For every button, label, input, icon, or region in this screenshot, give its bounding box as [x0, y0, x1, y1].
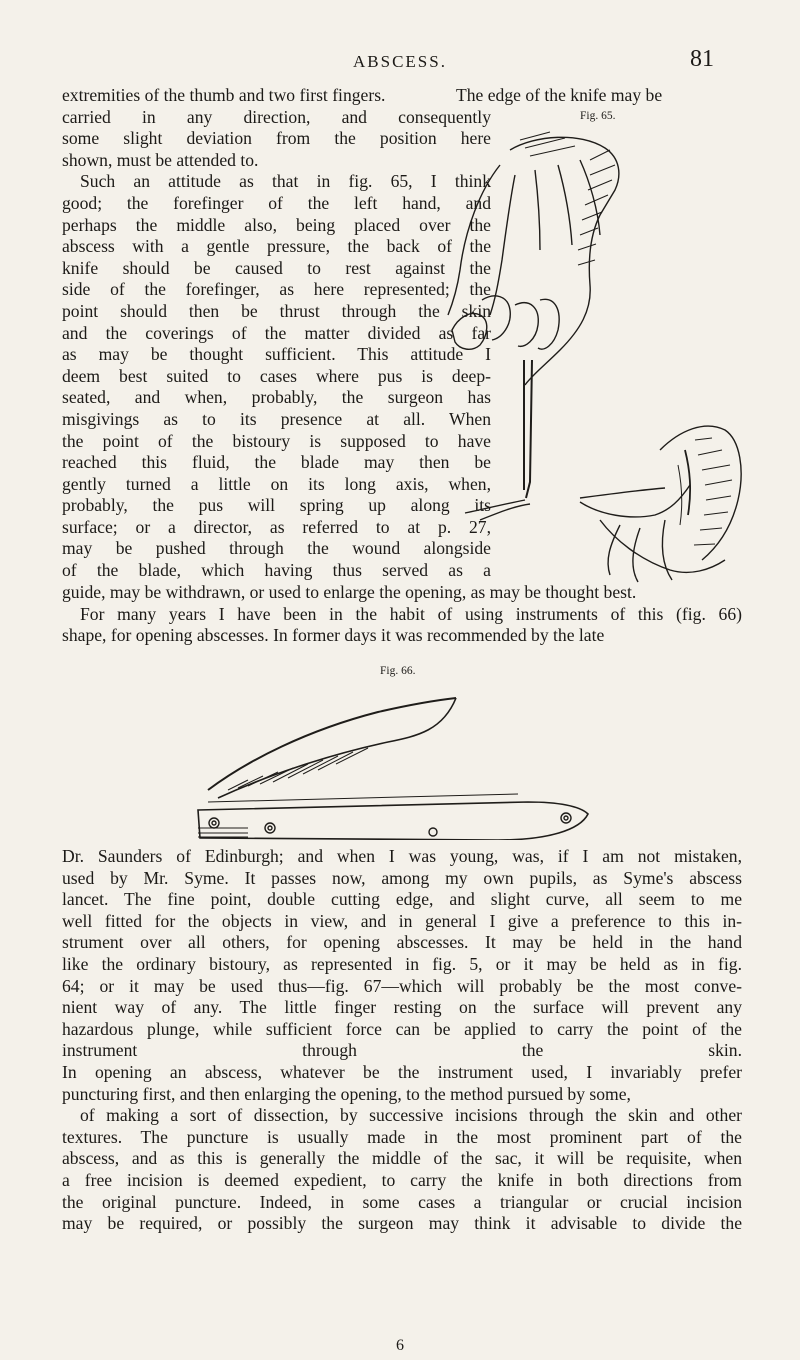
running-header: ABSCESS. [353, 52, 447, 71]
text-line: guide, may be withdrawn, or used to enlarge the opening, as may be thought best. [62, 582, 637, 602]
text-line: good; the forefinger of the left hand, and [62, 192, 491, 213]
text-line: puncturing first, and then enlarging the opening, to the method pursued by some, [62, 1083, 631, 1104]
text-line [62, 1299, 742, 1321]
text-line: point should then be thrust through the skin [62, 300, 491, 321]
text-line: like the ordinary bistoury, as represented in fig. 5, or it may be held as in fig. [62, 953, 742, 974]
text-line: seated, and when, probably, the surgeon has [62, 387, 491, 408]
text-line: shape, for opening abscesses. In former days it was recommended by the late [62, 625, 605, 646]
text-line: the point of the bistoury is supposed to have [62, 430, 491, 451]
figure-65-label: Fig. 65. [580, 110, 616, 122]
text-line: deem best suited to cases where pus is deep- [62, 365, 491, 386]
text-line: the original puncture. Indeed, in some cases a triangular or crucial incision [62, 1191, 742, 1212]
text-line: some slight deviation from the position here [62, 128, 491, 149]
text-line: strument over all others, for opening abscesses. It may be held in the hand [62, 932, 742, 953]
text-line: The edge of the knife may be [456, 85, 663, 105]
text-line: well fitted for the objects in view, and in general I give a preference to this in- [62, 910, 742, 931]
figure-65-heading [456, 85, 744, 107]
text-line: instrument through the skin. [62, 1040, 742, 1061]
text-line: lancet. The fine point, double cutting edge, and slight curve, all seem to me [62, 889, 742, 910]
text-line: misgivings as to its presence at all. When [62, 408, 491, 429]
text-line: reached this fluid, the blade may then be [62, 452, 491, 473]
main-text-block [62, 846, 742, 1321]
figure-65-illustration [440, 120, 750, 590]
text-line: may be pushed through the wound alongside [62, 538, 491, 559]
text-line: and the coverings of the matter divided as far [62, 322, 491, 343]
text-line: of the blade, which having thus served as a [62, 560, 491, 581]
paragraph-1-column [62, 85, 491, 582]
text-line: Dr. Saunders of Edinburgh; and when I was young, was, if I am not mistaken, [62, 846, 742, 866]
text-line: carried in any direction, and consequently [62, 106, 491, 127]
text-line [62, 1278, 742, 1300]
text-line: abscess with a gentle pressure, the back of the [62, 236, 491, 257]
text-line: In opening an abscess, whatever be the instrument used, I invariably prefer [62, 1061, 742, 1082]
text-line: textures. The puncture is usually made in the most prominent part of the [62, 1126, 742, 1147]
signature-mark: 6 [396, 1337, 404, 1354]
text-line: a free incision is deemed expedient, to carry the knife in both directions from [62, 1169, 742, 1190]
text-line [62, 1256, 742, 1278]
text-line: perhaps the middle also, being placed over the [62, 214, 491, 235]
text-line: nient way of any. The little finger resting on the surface will prevent any [62, 997, 742, 1018]
text-line: abscess, and as this is generally the middle of the sac, it will be requisite, when [62, 1148, 742, 1169]
text-line: surface; or a director, as referred to at p. 27, [62, 516, 491, 537]
text-line: as may be thought sufficient. This attitude I [62, 344, 491, 365]
text-line: may be required, or possibly the surgeon may think it advisable to divide the [62, 1213, 742, 1234]
text-line: extremities of the thumb and two first fingers. [62, 85, 386, 105]
paragraph-1-continued [62, 582, 742, 647]
page-number: 81 [690, 46, 714, 72]
text-line: knife should be caused to rest against the [62, 257, 491, 278]
figure-66-illustration [188, 690, 608, 840]
text-line: side of the forefinger, as here represented; the [62, 279, 491, 300]
text-line: probably, the pus will spring up along its [62, 495, 491, 516]
figure-66-label: Fig. 66. [380, 665, 416, 677]
text-line: For many years I have been in the habit of using instruments of this (fig. 66) [80, 603, 742, 624]
text-line: shown, must be attended to. [62, 149, 259, 170]
text-line: used by Mr. Syme. It passes now, among my own pupils, as Syme's abscess [62, 867, 742, 888]
text-line: hazardous plunge, while sufficient force can be applied to carry the point of the [62, 1018, 742, 1039]
text-line: gently turned a little on its long axis, when, [62, 473, 491, 494]
text-line: Such an attitude as that in fig. 65, I think [80, 171, 491, 192]
text-line: 64; or it may be used thus—fig. 67—which will probably be the most conve- [62, 975, 742, 996]
text-line: of making a sort of dissection, by successive incisions through the skin and other [80, 1105, 742, 1126]
text-line [62, 1235, 742, 1257]
